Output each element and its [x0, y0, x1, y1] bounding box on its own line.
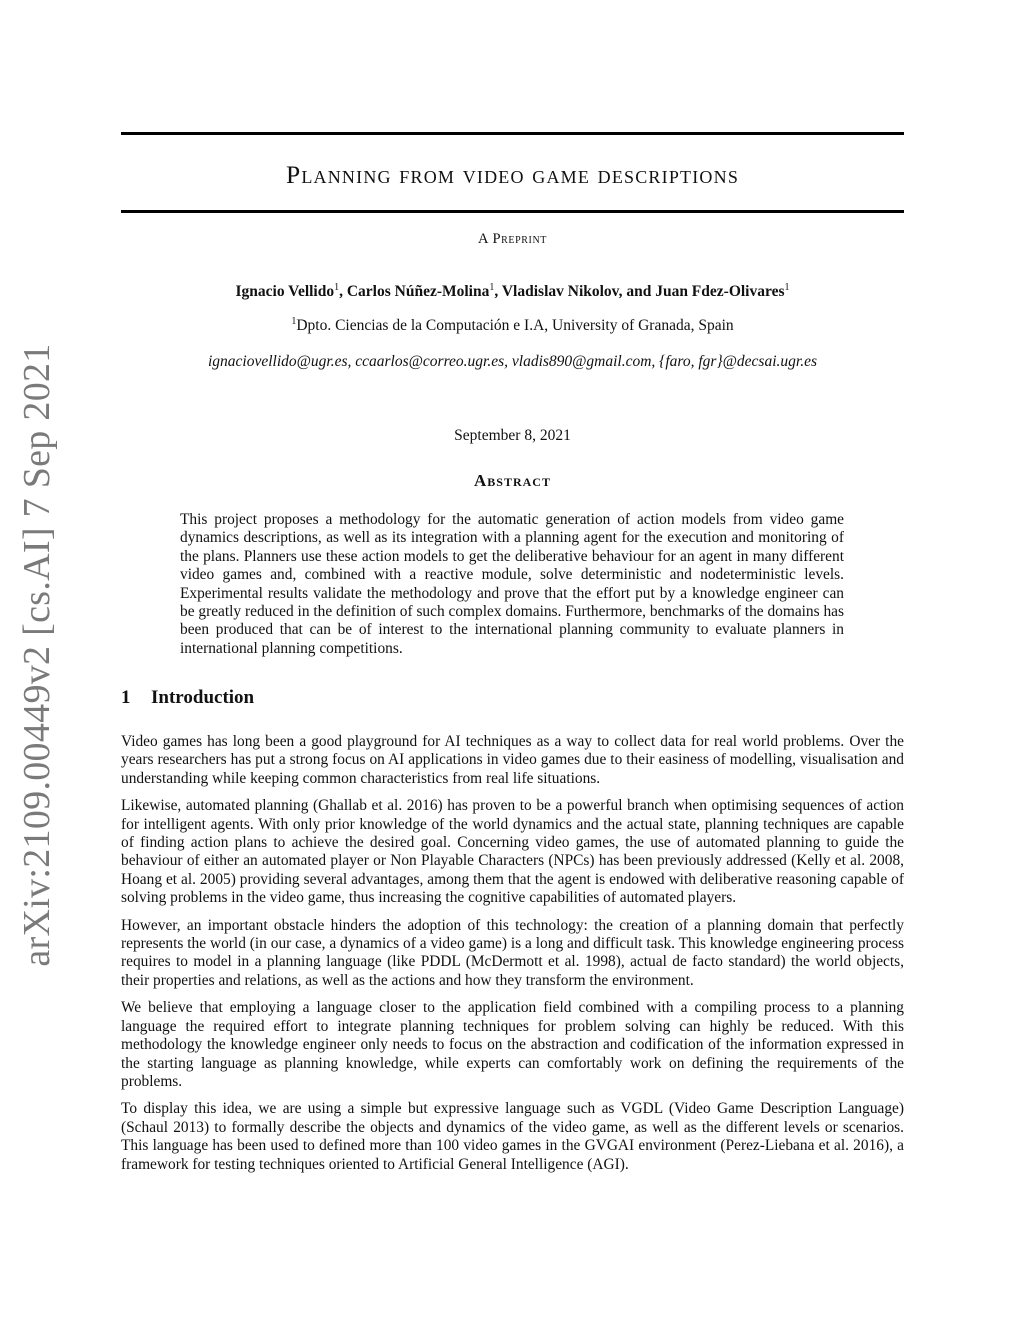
author-affiliation-mark: 1 [334, 282, 340, 293]
affiliation-text: Dpto. Ciencias de la Computación e I.A, University of Granada, Spain [296, 317, 734, 334]
author-affiliation-mark: 1 [489, 282, 495, 293]
author-name: Carlos Núñez-Molina [346, 283, 490, 300]
affiliation-mark: 1 [291, 316, 297, 327]
author-affiliation-mark: 1 [784, 282, 790, 293]
body-paragraph: Video games has long been a good playground for AI techniques as a way to collect data for real world problems. Over the years researchers has put a strong focus on AI applications in video games due to their easiness of modelling, visualisation and understanding while keeping common characteristics from real life situations. [121, 733, 904, 787]
body-paragraph: However, an important obstacle hinders the adoption of this technology: the creation of a planning domain that perfectly represents the world (in our case, a dynamics of a video game) is a long and difficult task. This knowledge engineering process requires to model in a planning language (like PDDL (McDermott et al. 1998), actual de facto standard) the world objects, their properties and relations, as well as the actions and how they transform the environment. [121, 916, 904, 989]
paper-title: Planning from video game descriptions [285, 160, 740, 189]
abstract-heading: Abstract [474, 471, 551, 490]
section-title: Introduction [151, 687, 255, 708]
author-name: and Juan Fdez-Olivares [626, 283, 785, 300]
author-emails: ignaciovellido@ugr.es, ccaarlos@correo.ugr.es, vladis890@gmail.com, {faro, fgr}@decsai.ugr.es [207, 353, 817, 370]
title-bottom-rule [121, 210, 904, 213]
section-heading [121, 687, 254, 709]
publication-date: September 8, 2021 [454, 427, 571, 444]
arxiv-identifier-stamp: arXiv:2109.00449v2 [cs.AI] 7 Sep 2021 [16, 343, 58, 967]
abstract-text: This project proposes a methodology for the automatic generation of action models from video game dynamics descriptions, as well as its integration with a planning agent for the execution and monitoring of the plans. Planners use these action models to get the deliberative behaviour for an agent in many different video games and, combined with a reactive module, solve deterministic and nodeterministic levels. Experimental results validate the methodology and prove that the effort put by a knowledge engineer can be greatly reduced in the definition of such complex domains. Furthermore, benchmarks of the domains has been produced that can be of interest to the international planning community to evaluate planners in international planning competitions. [180, 511, 844, 657]
body-paragraph: We believe that employing a language closer to the application field combined with a compiling process to a planning language the required effort to integrate planning techniques for problem solving can highly be reduced. With this methodology the knowledge engineer only needs to focus on the abstraction and codification of the information expressed in the starting language as planning knowledge, while experts can comfortably work on defining the requirements of the problems. [121, 999, 904, 1090]
section-body [121, 733, 904, 1183]
preprint-label: A Preprint [477, 231, 548, 247]
body-paragraph: To display this idea, we are using a simple but expressive language such as VGDL (Video Game Description Language) (Schaul 2013) to formally describe the objects and dynamics of the video game, as well as the different levels or scenarios. This language has been used to defined more than 100 video games in the GVGAI environment (Perez-Liebana et al. 2016), a framework for testing techniques oriented to Artificial General Intelligence (AGI). [121, 1100, 904, 1173]
author-name: Ignacio Vellido [235, 283, 335, 300]
author-list: Ignacio Vellido$^1$, Carlos Núñez-Molina$^1$, Vladislav Nikolov, and Juan Fdez-Olivares$^1$ [235, 282, 790, 300]
body-paragraph: Likewise, automated planning (Ghallab et al. 2016) has proven to be a powerful branch when optimising sequences of action for intelligent agents. With only prior knowledge of the world dynamics and the actual state, planning techniques are capable of finding action plans to achieve the desired goal. Concerning video games, the use of automated planning to guide the behaviour of either an automated player or Non Playable Characters (NPCs) has been previously addressed (Kelly et al. 2008, Hoang et al. 2005) providing several advantages, among them that the agent is endowed with deliberative reasoning capable of solving problems in the video game, thus increasing the cognitive capabilities of automated players. [121, 797, 904, 907]
title-top-rule [121, 132, 904, 135]
section-number: 1 [121, 687, 131, 708]
author-name: Vladislav Nikolov [501, 283, 619, 300]
affiliation [121, 316, 904, 335]
